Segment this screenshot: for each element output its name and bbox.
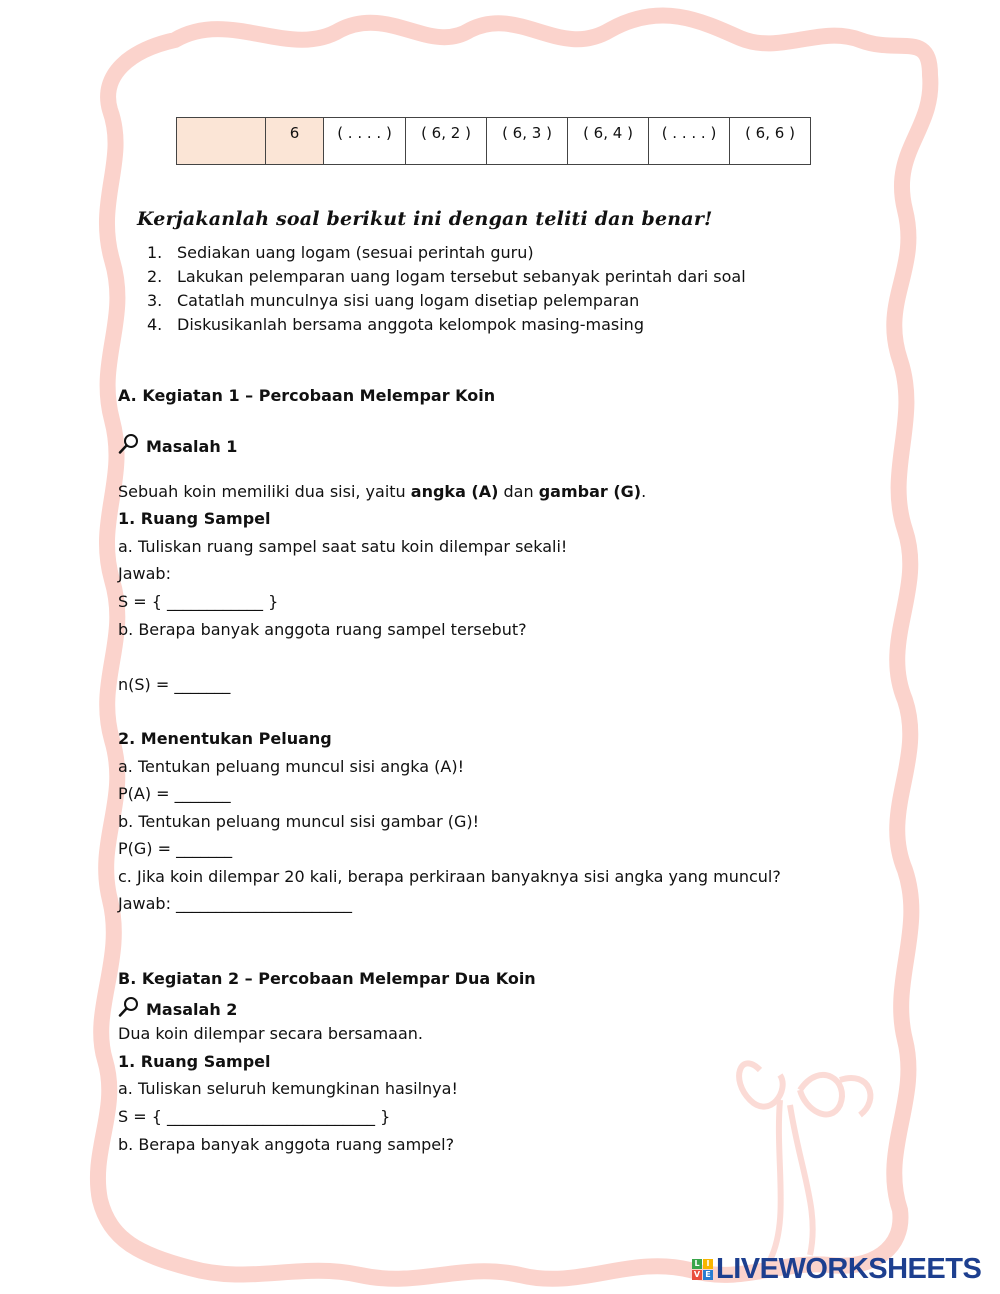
instructions-list: [147, 241, 746, 337]
section-b-heading: B. Kegiatan 2 – Percobaan Melempar Dua Koin: [118, 969, 536, 988]
list-item-number: 1.: [147, 243, 163, 262]
intro-text: dan: [498, 482, 539, 501]
list-item-number: 2.: [147, 267, 163, 286]
list-item-text: Diskusikanlah bersama anggota kelompok masing-masing: [177, 315, 644, 334]
sample-space-answer-field-2[interactable]: S = { __________________________ }: [118, 1107, 391, 1126]
instructions-title: Kerjakanlah soal berikut ini dengan teliti dan benar!: [137, 208, 713, 230]
problem-1-intro: [118, 482, 646, 502]
sample-space-heading: 1. Ruang Sampel: [118, 509, 271, 528]
list-item: [147, 313, 746, 337]
list-item-text: Catatlah munculnya sisi uang logam disetiap pelemparan: [177, 291, 640, 310]
table-cell-blank[interactable]: ( . . . . ): [649, 118, 730, 165]
question-a-2: a. Tuliskan seluruh kemungkinan hasilnya!: [118, 1079, 458, 1098]
pg-answer-field[interactable]: P(G) = _______: [118, 839, 233, 858]
table-cell-blank[interactable]: ( . . . . ): [324, 118, 406, 165]
table-cell: ( 6, 2 ): [406, 118, 487, 165]
list-item: [147, 289, 746, 313]
list-item: [147, 265, 746, 289]
list-item-number: 3.: [147, 291, 163, 310]
table-cell: ( 6, 3 ): [487, 118, 568, 165]
list-item-number: 4.: [147, 315, 163, 334]
list-item-text: Lakukan pelemparan uang logam tersebut sebanyak perintah dari soal: [177, 267, 746, 286]
magnifier-icon: [118, 433, 140, 455]
dice-table: [176, 117, 811, 165]
logo-letter: L: [692, 1259, 702, 1269]
logo-letter: V: [693, 1269, 701, 1279]
table-cell: ( 6, 6 ): [730, 118, 811, 165]
problem-2-intro: Dua koin dilempar secara bersamaan.: [118, 1024, 423, 1043]
probability-heading: 2. Menentukan Peluang: [118, 729, 332, 748]
section-a-heading: A. Kegiatan 1 – Percobaan Melempar Koin: [118, 386, 496, 405]
table-cell-empty: [177, 118, 266, 165]
problem-2-label-row: [118, 996, 237, 1020]
answer-c-field[interactable]: Jawab: ______________________: [118, 894, 353, 913]
question-a: a. Tuliskan ruang sampel saat satu koin dilempar sekali!: [118, 537, 568, 556]
list-item-text: Sediakan uang logam (sesuai perintah guru): [177, 243, 534, 262]
list-item: [147, 241, 746, 265]
table-cell: ( 6, 4 ): [568, 118, 649, 165]
problem-2-label: Masalah 2: [146, 1000, 238, 1019]
question-c: c. Jika koin dilempar 20 kali, berapa perkiraan banyaknya sisi angka yang muncul?: [118, 867, 781, 886]
problem-1-label-row: [118, 433, 237, 457]
intro-bold-angka: angka (A): [410, 482, 499, 501]
question-b: b. Berapa banyak anggota ruang sampel tersebut?: [118, 620, 527, 639]
logo-wordmark: LIVEWORKSHEETS: [716, 1252, 982, 1285]
sample-space-answer-field[interactable]: S = { ____________ }: [118, 592, 279, 611]
question-pa: a. Tentukan peluang muncul sisi angka (A)!: [118, 757, 465, 776]
logo-letter: E: [703, 1270, 713, 1280]
pa-answer-field[interactable]: P(A) = _______: [118, 784, 231, 803]
liveworksheets-logo: [692, 1254, 981, 1284]
question-pg: b. Tentukan peluang muncul sisi gambar (G)!: [118, 812, 480, 831]
table-cell-row-label: 6: [266, 118, 324, 165]
intro-bold-gambar: gambar (G): [538, 482, 642, 501]
sample-space-heading-2: 1. Ruang Sampel: [118, 1052, 271, 1071]
intro-text: .: [641, 482, 647, 501]
magnifier-icon: [118, 996, 140, 1018]
intro-text: Sebuah koin memiliki dua sisi, yaitu: [118, 482, 411, 501]
logo-letter: I: [703, 1259, 713, 1269]
answer-label: Jawab:: [118, 564, 171, 583]
table-row: [177, 118, 811, 165]
question-b-2: b. Berapa banyak anggota ruang sampel?: [118, 1135, 455, 1154]
ns-answer-field[interactable]: n(S) = _______: [118, 675, 231, 694]
logo-badge: [692, 1259, 713, 1280]
problem-1-label: Masalah 1: [146, 437, 238, 456]
